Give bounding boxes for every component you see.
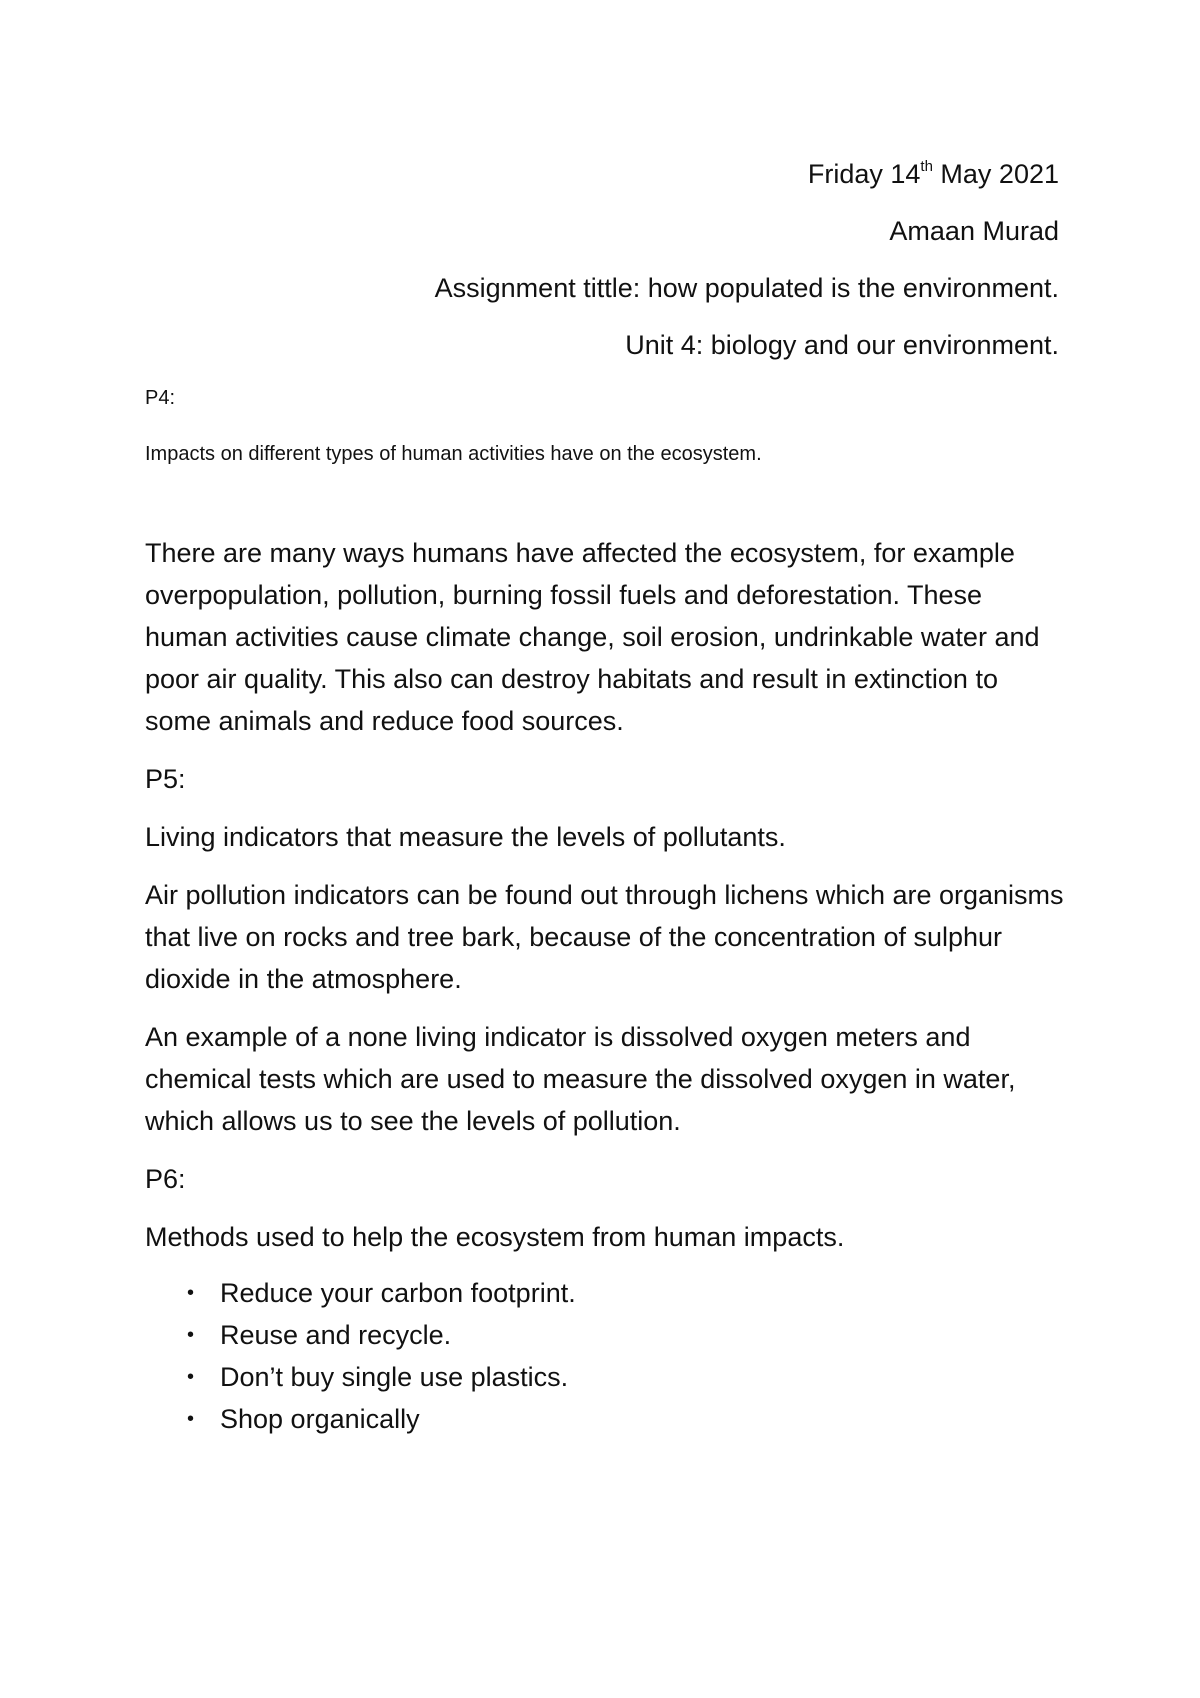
list-item <box>145 1314 1065 1356</box>
list-item <box>145 1356 1065 1398</box>
unit-title: Unit 4: biology and our environment. <box>625 330 1059 360</box>
paragraph-p5-lichens: Air pollution indicators can be found out through lichens which are organisms that live on rocks and tree bark, because of the concentration of sulphur dioxide in the atmosphere. <box>145 880 1064 994</box>
section-heading-p6: Methods used to help the ecosystem from human impacts. <box>145 1222 845 1252</box>
list-item-text: Reuse and recycle. <box>220 1320 452 1350</box>
author-name: Amaan Murad <box>889 216 1059 246</box>
assignment-title: Assignment tittle: how populated is the environment. <box>434 273 1059 303</box>
section-heading-p4: Impacts on different types of human activities have on the ecosystem. <box>145 443 762 465</box>
list-item <box>145 1398 1065 1440</box>
bullet-icon: • <box>187 1408 195 1430</box>
list-item-text: Reduce your carbon footprint. <box>220 1278 576 1308</box>
date-day: Friday 14 <box>807 159 921 189</box>
date-ordinal: th <box>920 158 933 175</box>
methods-list <box>145 1272 1065 1440</box>
section-label-p4: P4: <box>145 387 176 409</box>
bullet-icon: • <box>187 1282 195 1304</box>
bullet-icon: • <box>187 1366 195 1388</box>
list-item <box>145 1272 1065 1314</box>
section-label-p5: P5: <box>145 764 186 794</box>
section-label-p6: P6: <box>145 1164 186 1194</box>
date-month-year: May 2021 <box>932 159 1059 189</box>
document-header <box>435 146 1059 374</box>
document-body <box>145 384 1065 1440</box>
bullet-icon: • <box>187 1324 195 1346</box>
paragraph-p5-nonliving: An example of a none living indicator is dissolved oxygen meters and chemical tests which are used to measure the dissolved oxygen in water, which allows us to see the levels of pollution. <box>145 1022 1016 1136</box>
date-line <box>435 146 1059 203</box>
list-item-text: Shop organically <box>220 1404 420 1434</box>
paragraph-p4: There are many ways humans have affected the ecosystem, for example overpopulation, pollution, burning fossil fuels and deforestation. These human activities cause climate change, soil erosion, undrinkable water and poor air quality. This also can destroy habitats and result in extinction to some animals and reduce food sources. <box>145 538 1040 736</box>
list-item-text: Don’t buy single use plastics. <box>220 1362 569 1392</box>
section-heading-p5: Living indicators that measure the levels of pollutants. <box>145 822 786 852</box>
